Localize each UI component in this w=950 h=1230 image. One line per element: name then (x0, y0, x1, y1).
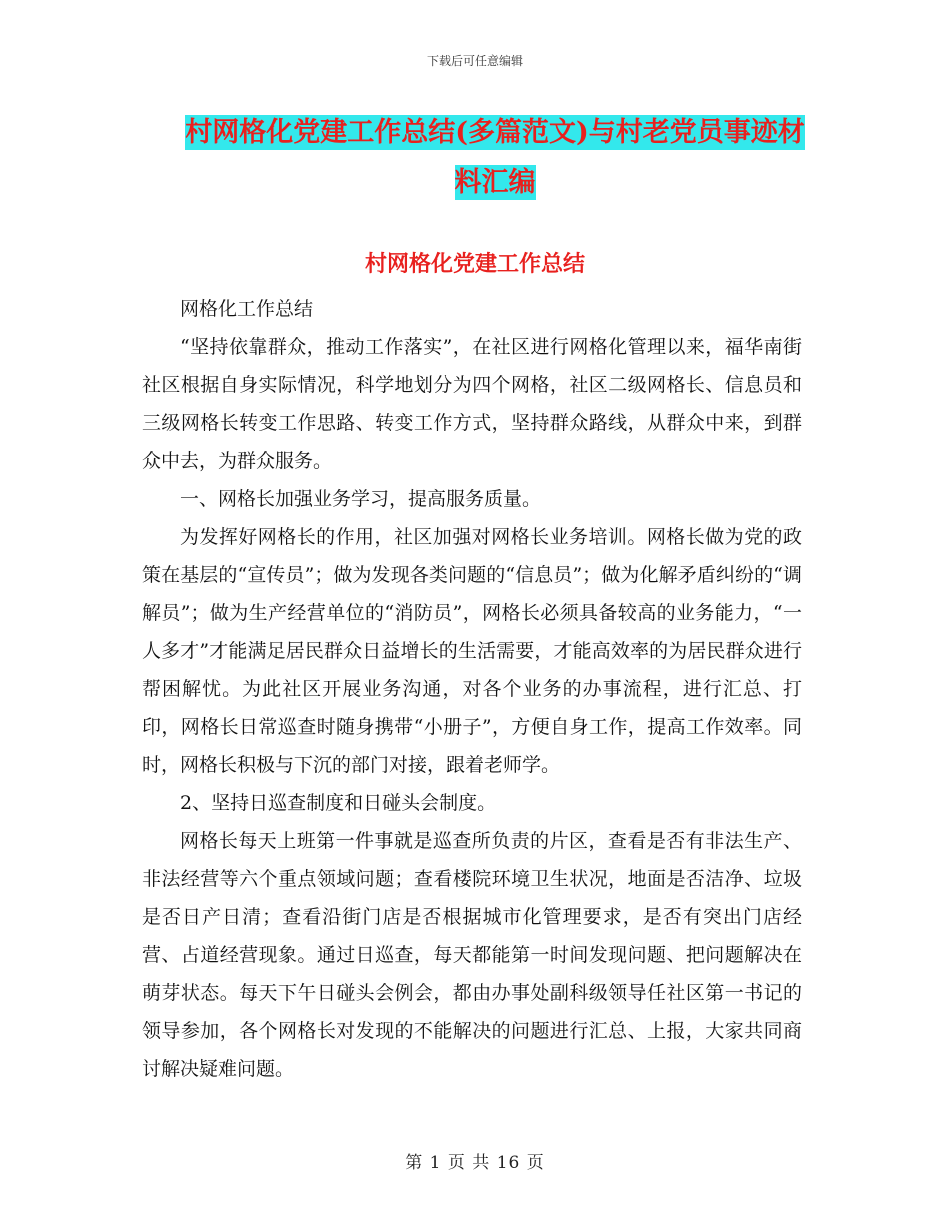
document-title-line1: 村网格化党建工作总结(多篇范文)与村老党员事迹材 (185, 117, 805, 148)
paragraph: “坚持依靠群众，推动工作落实”，在社区进行网格化管理以来，福华南街社区根据自身实际情况，科学地划分为四个网格，社区二级网格长、信息员和三级网格长转变工作思路、转变工作方式，坚持群众路线，从群众中来，到群众中去，为群众服务。 (142, 336, 802, 472)
paragraph: 网格长每天上班第一件事就是巡查所负责的片区，查看是否有非法生产、非法经营等六个重点领域问题；查看楼院环境卫生状况，地面是否洁净、垃圾是否日产日清；查看沿街门店是否根据城市化管理要求，是否有突出门店经营、占道经营现象。通过日巡查，每天都能第一时间发现问题、把问题解决在萌芽状态。每天下午日碰头会例会，都由办事处副科级领导任社区第一书记的领导参加，各个网格长对发现的不能解决的问题进行汇总、上报，大家共同商讨解决疑难问题。 (142, 830, 802, 1080)
header-note: 下载后可任意编辑 (426, 54, 523, 68)
document-title (140, 108, 850, 208)
section-title: 村网格化党建工作总结 (364, 251, 585, 277)
paragraph-subheading: 一、网格长加强业务学习，提高服务质量。 (180, 488, 542, 510)
paragraph: 为发挥好网格长的作用，社区加强对网格长业务培训。网格长做为党的政策在基层的“宣传员”；做为发现各类问题的“信息员”；做为化解矛盾纠纷的“调解员”；做为生产经营单位的“消防员”，网格长必须具备较高的业务能力，“一人多才”才能满足居民群众日益增长的生活需要，才能高效率的为居民群众进行帮困解忧。为此社区开展业务沟通，对各个业务的办事流程，进行汇总、打印，网格长日常巡查时随身携带“小册子”，方便自身工作，提高工作效率。同时，网格长积极与下沉的部门对接，跟着老师学。 (142, 526, 802, 776)
page-number-footer: 第 1 页 共 16 页 (405, 1153, 545, 1173)
paragraph-subheading: 2、坚持日巡查制度和日碰头会制度。 (180, 792, 497, 814)
document-title-line2: 料汇编 (454, 167, 536, 198)
document-body (142, 290, 802, 1088)
paragraph-subheading: 网格化工作总结 (180, 298, 314, 320)
